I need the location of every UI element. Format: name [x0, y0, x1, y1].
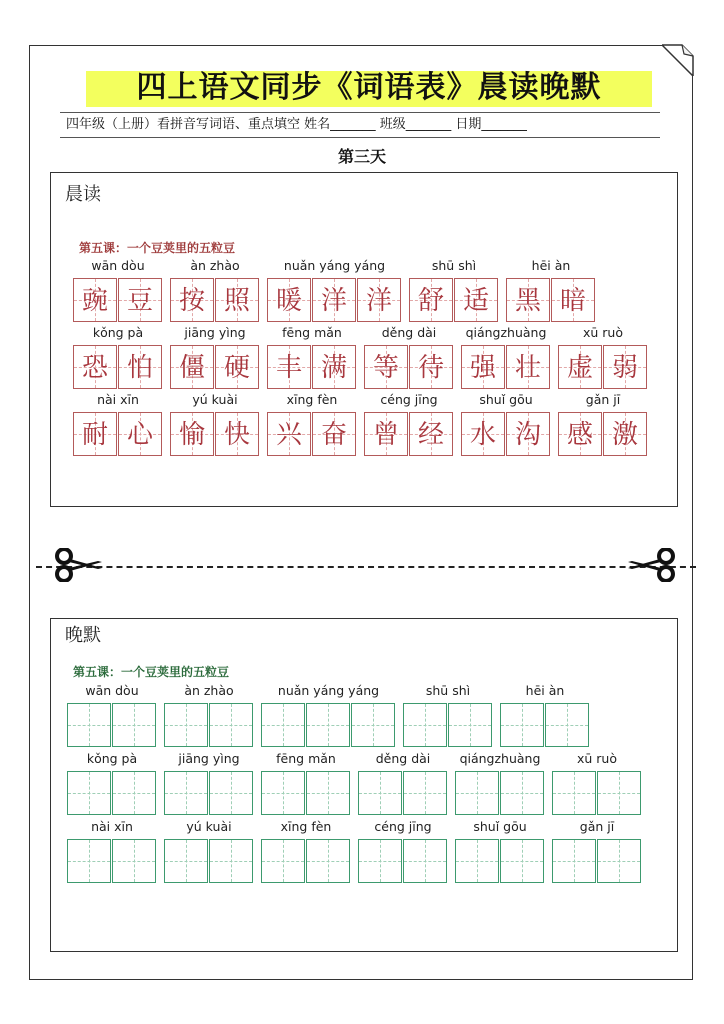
- morning-lesson-title: 第五课：一个豆荚里的五粒豆: [79, 241, 236, 255]
- morning-word-box: [170, 258, 260, 322]
- hanzi-character: 强: [469, 353, 496, 383]
- header-rule-bottom: [60, 137, 660, 138]
- morning-word-box: [461, 325, 551, 389]
- hanzi-character: 硬: [223, 353, 250, 383]
- character-cell: [312, 412, 356, 456]
- pinyin-label: nài xīn: [97, 392, 139, 407]
- hanzi-character: 奋: [320, 420, 347, 450]
- evening-word-box[interactable]: [67, 683, 157, 747]
- writing-cell[interactable]: [403, 839, 447, 883]
- writing-cell[interactable]: [545, 703, 589, 747]
- pinyin-label: fēng mǎn: [276, 751, 336, 766]
- evening-word-box[interactable]: [358, 751, 448, 815]
- writing-cell[interactable]: [358, 839, 402, 883]
- writing-cell[interactable]: [455, 839, 499, 883]
- page-title: 四上语文同步《词语表》晨读晚默: [136, 70, 602, 105]
- hanzi-character: 待: [417, 353, 444, 383]
- evening-dictation-panel: [50, 618, 678, 952]
- evening-word-box[interactable]: [358, 819, 448, 883]
- character-cell: [409, 278, 453, 322]
- hanzi-character: 洋: [320, 286, 347, 316]
- character-cell: [267, 278, 311, 322]
- character-cell: [506, 345, 550, 389]
- hanzi-character: 暖: [275, 286, 302, 316]
- pinyin-label: hēi àn: [525, 683, 565, 698]
- evening-word-box[interactable]: [552, 819, 642, 883]
- pinyin-label: wān dòu: [91, 258, 145, 273]
- character-cell: [551, 278, 595, 322]
- hanzi-character: 按: [178, 286, 205, 316]
- pinyin-label: nài xīn: [91, 819, 133, 834]
- hanzi-character: 耐: [81, 420, 108, 450]
- morning-word-box: [73, 325, 163, 389]
- evening-word-box[interactable]: [455, 819, 545, 883]
- character-cell: [312, 345, 356, 389]
- pinyin-label: děng dài: [375, 751, 431, 766]
- morning-word-box: [558, 325, 648, 389]
- hanzi-character: 愉: [178, 420, 205, 450]
- writing-cell[interactable]: [403, 703, 447, 747]
- evening-word-box[interactable]: [261, 683, 396, 747]
- pinyin-label: xū ruò: [582, 325, 623, 340]
- character-cell: [461, 345, 505, 389]
- character-cell: [454, 278, 498, 322]
- writing-cell[interactable]: [455, 771, 499, 815]
- character-cell: [409, 345, 453, 389]
- evening-word-box[interactable]: [164, 819, 254, 883]
- morning-word-box: [267, 258, 402, 322]
- character-cell: [267, 345, 311, 389]
- writing-cell[interactable]: [597, 839, 641, 883]
- morning-word-box: [461, 392, 551, 456]
- character-cell: [170, 412, 214, 456]
- pinyin-label: jiāng yìng: [184, 325, 246, 340]
- morning-word-box: [506, 258, 596, 322]
- pinyin-label: gǎn jī: [585, 392, 621, 407]
- hanzi-character: 兴: [275, 420, 302, 450]
- character-cell: [73, 278, 117, 322]
- hanzi-character: 怕: [126, 353, 153, 383]
- morning-word-box: [364, 325, 454, 389]
- morning-word-box: [267, 392, 357, 456]
- pinyin-label: xū ruò: [576, 751, 617, 766]
- hanzi-character: 豆: [126, 286, 153, 316]
- hanzi-character: 暗: [559, 286, 586, 316]
- evening-word-box[interactable]: [403, 683, 493, 747]
- evening-word-box[interactable]: [500, 683, 590, 747]
- writing-cell[interactable]: [261, 839, 305, 883]
- hanzi-character: 激: [611, 420, 638, 450]
- student-info-line: 四年级（上册）看拼音写词语、重点填空 姓名_______ 班级_______ 日期_______: [66, 117, 527, 132]
- character-cell: [118, 345, 162, 389]
- hanzi-character: 舒: [417, 286, 444, 316]
- morning-word-box: [267, 325, 357, 389]
- character-cell: [312, 278, 356, 322]
- evening-word-box[interactable]: [164, 683, 254, 747]
- pinyin-label: fēng mǎn: [282, 325, 342, 340]
- morning-word-box: [558, 392, 648, 456]
- character-cell: [215, 345, 259, 389]
- pinyin-label: nuǎn yáng yáng: [283, 258, 386, 273]
- evening-word-box[interactable]: [261, 751, 351, 815]
- morning-word-box: [409, 258, 499, 322]
- morning-reading-panel: [50, 172, 678, 507]
- hanzi-character: 丰: [275, 353, 302, 383]
- writing-cell[interactable]: [552, 839, 596, 883]
- pinyin-label: xīng fèn: [280, 819, 332, 834]
- hanzi-character: 僵: [178, 353, 205, 383]
- evening-word-box[interactable]: [164, 751, 254, 815]
- pinyin-label: céng jīng: [374, 819, 432, 834]
- writing-cell[interactable]: [448, 703, 492, 747]
- hanzi-character: 满: [320, 353, 347, 383]
- writing-cell[interactable]: [209, 703, 253, 747]
- writing-cell[interactable]: [500, 771, 544, 815]
- writing-cell[interactable]: [552, 771, 596, 815]
- pinyin-label: shuǐ gōu: [473, 819, 527, 834]
- pinyin-label: jiāng yìng: [178, 751, 240, 766]
- character-cell: [170, 345, 214, 389]
- pinyin-label: yú kuài: [192, 392, 238, 407]
- character-cell: [409, 412, 453, 456]
- morning-word-box: [170, 325, 260, 389]
- pinyin-label: qiángzhuàng: [459, 751, 541, 766]
- hanzi-character: 水: [469, 420, 496, 450]
- pinyin-label: wān dòu: [85, 683, 139, 698]
- character-cell: [215, 412, 259, 456]
- hanzi-character: 曾: [372, 420, 399, 450]
- hanzi-character: 感: [566, 420, 593, 450]
- writing-cell[interactable]: [164, 771, 208, 815]
- morning-word-box: [73, 258, 163, 322]
- writing-cell[interactable]: [112, 839, 156, 883]
- writing-cell[interactable]: [500, 839, 544, 883]
- pinyin-label: gǎn jī: [579, 819, 615, 834]
- character-cell: [118, 412, 162, 456]
- header-rule-top: [60, 112, 660, 113]
- pinyin-label: kǒng pà: [92, 325, 144, 340]
- hanzi-character: 等: [372, 353, 399, 383]
- morning-word-box: [170, 392, 260, 456]
- pinyin-label: děng dài: [381, 325, 437, 340]
- writing-cell[interactable]: [209, 839, 253, 883]
- scissors-icon: [54, 548, 104, 582]
- character-cell: [170, 278, 214, 322]
- hanzi-character: 经: [417, 420, 444, 450]
- evening-word-box[interactable]: [67, 819, 157, 883]
- character-cell: [603, 345, 647, 389]
- scissors-icon: [626, 548, 676, 582]
- pinyin-label: hēi àn: [531, 258, 571, 273]
- writing-cell[interactable]: [209, 771, 253, 815]
- character-cell: [558, 412, 602, 456]
- hanzi-character: 豌: [81, 286, 108, 316]
- writing-cell[interactable]: [597, 771, 641, 815]
- pinyin-label: qiángzhuàng: [465, 325, 547, 340]
- writing-cell[interactable]: [67, 703, 111, 747]
- character-cell: [603, 412, 647, 456]
- pinyin-label: kǒng pà: [86, 751, 138, 766]
- pinyin-label: céng jīng: [380, 392, 438, 407]
- pinyin-label: shū shì: [425, 683, 471, 698]
- character-cell: [364, 345, 408, 389]
- character-cell: [461, 412, 505, 456]
- writing-cell[interactable]: [261, 771, 305, 815]
- writing-cell[interactable]: [358, 771, 402, 815]
- character-cell: [267, 412, 311, 456]
- pinyin-label: shū shì: [431, 258, 477, 273]
- writing-cell[interactable]: [306, 839, 350, 883]
- evening-heading: 晚默: [65, 625, 101, 646]
- hanzi-character: 适: [462, 286, 489, 316]
- character-cell: [506, 412, 550, 456]
- evening-word-box[interactable]: [552, 751, 642, 815]
- morning-word-box: [364, 392, 454, 456]
- evening-word-box[interactable]: [261, 819, 351, 883]
- pinyin-label: nuǎn yáng yáng: [277, 683, 380, 698]
- character-cell: [73, 412, 117, 456]
- evening-word-box[interactable]: [67, 751, 157, 815]
- hanzi-character: 照: [223, 286, 250, 316]
- writing-cell[interactable]: [112, 771, 156, 815]
- writing-cell[interactable]: [67, 771, 111, 815]
- writing-cell[interactable]: [500, 703, 544, 747]
- character-cell: [118, 278, 162, 322]
- folded-corner-icon: [662, 44, 694, 76]
- hanzi-character: 沟: [514, 420, 541, 450]
- character-cell: [215, 278, 259, 322]
- pinyin-label: àn zhào: [184, 683, 234, 698]
- hanzi-character: 恐: [81, 353, 108, 383]
- hanzi-character: 壮: [514, 353, 541, 383]
- evening-lesson-title: 第五课：一个豆荚里的五粒豆: [73, 665, 230, 679]
- pinyin-label: yú kuài: [186, 819, 232, 834]
- character-cell: [73, 345, 117, 389]
- writing-cell[interactable]: [403, 771, 447, 815]
- hanzi-character: 弱: [611, 353, 638, 383]
- pinyin-label: xīng fèn: [286, 392, 338, 407]
- hanzi-character: 虚: [566, 353, 593, 383]
- writing-cell[interactable]: [164, 703, 208, 747]
- writing-cell[interactable]: [67, 839, 111, 883]
- writing-cell[interactable]: [351, 703, 395, 747]
- pinyin-label: àn zhào: [190, 258, 240, 273]
- character-cell: [558, 345, 602, 389]
- morning-word-box: [73, 392, 163, 456]
- character-cell: [364, 412, 408, 456]
- hanzi-character: 快: [223, 420, 250, 450]
- character-cell: [357, 278, 401, 322]
- morning-heading: 晨读: [65, 184, 101, 205]
- writing-cell[interactable]: [112, 703, 156, 747]
- hanzi-character: 心: [126, 420, 153, 450]
- cut-line: [36, 566, 696, 568]
- pinyin-label: shuǐ gōu: [479, 392, 533, 407]
- character-cell: [506, 278, 550, 322]
- hanzi-character: 黑: [514, 286, 541, 316]
- writing-cell[interactable]: [306, 703, 350, 747]
- evening-word-box[interactable]: [455, 751, 545, 815]
- hanzi-character: 洋: [365, 286, 392, 316]
- day-label: 第三天: [337, 147, 386, 166]
- writing-cell[interactable]: [261, 703, 305, 747]
- writing-cell[interactable]: [164, 839, 208, 883]
- writing-cell[interactable]: [306, 771, 350, 815]
